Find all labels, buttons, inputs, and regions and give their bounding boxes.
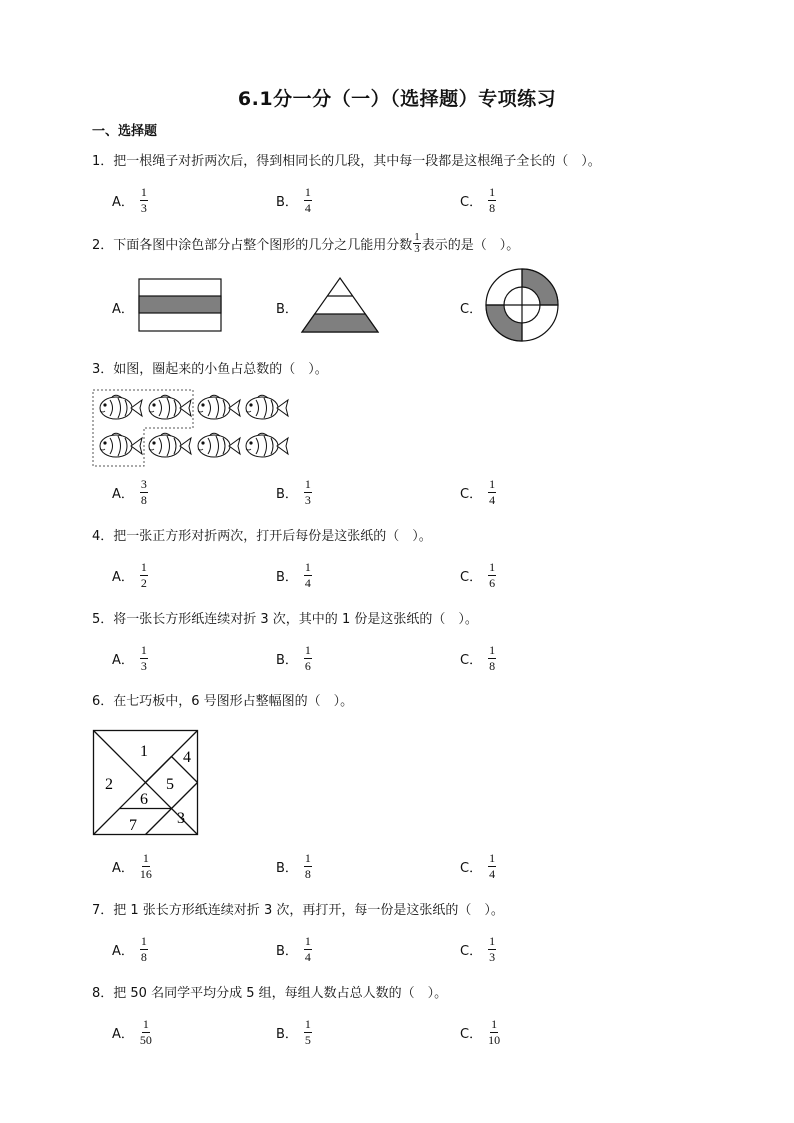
question-2-stem: 2．下面各图中涂色部分占整个图形的几分之几能用分数 $\frac{1}{3}$ 表示的是（ ）。	[92, 231, 520, 255]
fraction: $\frac{1}{4}$	[304, 934, 311, 964]
option-label: C．	[460, 195, 483, 210]
page-title: 6.1分一分（一）（选择题）专项练习	[237, 88, 557, 110]
option-label: A．	[112, 1027, 134, 1042]
option-label: A．	[112, 487, 134, 502]
fraction: $\frac{1}{4}$	[489, 477, 496, 507]
option-label: B．	[276, 1027, 298, 1042]
option-label: C．	[460, 302, 483, 317]
option-label: C．	[460, 1027, 483, 1042]
q1-option-a[interactable]	[112, 186, 148, 215]
tangram-label-6: 6	[140, 791, 148, 808]
q5-option-a[interactable]	[112, 644, 148, 673]
fraction: $\frac{1}{8}$	[489, 643, 496, 673]
option-label: B．	[276, 944, 298, 959]
option-label: B．	[276, 195, 298, 210]
fish-group-figure	[92, 388, 297, 468]
fraction: $\frac{1}{16}$	[139, 851, 152, 881]
q3-option-b[interactable]	[276, 478, 312, 507]
question-6-stem: 6．在七巧板中，6 号图形占整幅图的（ ）。	[92, 694, 354, 709]
q1-option-b[interactable]	[276, 186, 312, 215]
fish-icon	[198, 433, 240, 457]
q2-option-a[interactable]	[112, 298, 134, 317]
fraction: $\frac{1}{2}$	[140, 560, 147, 590]
q2-option-c[interactable]	[460, 298, 482, 317]
striped-rectangle-figure	[138, 278, 222, 332]
fraction: $\frac{1}{3}$	[489, 934, 496, 964]
question-4-stem: 4．把一张正方形对折两次，打开后每份是这张纸的（ ）。	[92, 529, 432, 544]
tangram-label-1: 1	[140, 743, 148, 760]
fish-icon	[198, 395, 240, 419]
q4-option-a[interactable]	[112, 561, 148, 590]
q3-option-c[interactable]	[460, 478, 496, 507]
option-label: C．	[460, 944, 483, 959]
question-1-stem: 1．把一根绳子对折两次后，得到相同长的几段，其中每一段都是这根绳子全长的（ ）。	[92, 154, 601, 169]
option-label: B．	[276, 487, 298, 502]
fraction: $\frac{1}{8}$	[489, 185, 496, 215]
option-label: A．	[112, 302, 134, 317]
q2-option-b[interactable]	[276, 298, 298, 317]
q8-option-c[interactable]	[460, 1018, 500, 1047]
q5-option-b[interactable]	[276, 644, 312, 673]
q5-option-c[interactable]	[460, 644, 496, 673]
fraction: $\frac{1}{4}$	[489, 851, 496, 881]
option-label: A．	[112, 195, 134, 210]
fish-icon	[149, 395, 191, 419]
fraction: $\frac{1}{5}$	[304, 1017, 311, 1047]
fraction: $\frac{1}{10}$	[488, 1017, 501, 1047]
fish-icon	[149, 433, 191, 457]
fraction: $\frac{1}{50}$	[139, 1017, 152, 1047]
fraction: $\frac{1}{4}$	[304, 185, 311, 215]
q4-option-c[interactable]	[460, 561, 496, 590]
fraction: $\frac{1}{6}$	[489, 560, 496, 590]
option-label: A．	[112, 653, 134, 668]
option-label: A．	[112, 861, 134, 876]
option-label: C．	[460, 861, 483, 876]
q7-option-c[interactable]	[460, 935, 496, 964]
fish-icon	[246, 433, 288, 457]
option-label: B．	[276, 302, 298, 317]
tangram-label-7: 7	[129, 817, 137, 834]
tangram-label-4: 4	[183, 749, 191, 766]
tangram-label-2: 2	[105, 776, 113, 793]
tangram-label-5: 5	[166, 776, 174, 793]
q3-option-a[interactable]	[112, 478, 148, 507]
option-label: C．	[460, 487, 483, 502]
q4-option-b[interactable]	[276, 561, 312, 590]
fish-icon	[246, 395, 288, 419]
tangram-figure	[92, 729, 200, 836]
question-8-stem: 8．把 50 名同学平均分成 5 组，每组人数占总人数的（ ）。	[92, 986, 448, 1001]
q6-option-b[interactable]	[276, 852, 312, 881]
fraction: $\frac{1}{3}$	[140, 643, 147, 673]
fish-icon	[100, 433, 142, 457]
tangram-label-3: 3	[177, 810, 185, 827]
fraction: $\frac{1}{8}$	[304, 851, 311, 881]
option-label: B．	[276, 653, 298, 668]
option-label: C．	[460, 570, 483, 585]
fraction: $\frac{1}{4}$	[304, 560, 311, 590]
q7-option-a[interactable]	[112, 935, 148, 964]
fraction: $\frac{1}{3}$	[140, 185, 147, 215]
option-label: B．	[276, 570, 298, 585]
fraction: $\frac{1}{8}$	[140, 934, 147, 964]
ring-figure	[484, 267, 560, 343]
triangle-figure	[300, 276, 380, 334]
q8-option-a[interactable]	[112, 1018, 152, 1047]
q7-option-b[interactable]	[276, 935, 312, 964]
option-label: B．	[276, 861, 298, 876]
question-7-stem: 7．把 1 张长方形纸连续对折 3 次，再打开，每一份是这张纸的（ ）。	[92, 903, 504, 918]
q6-option-c[interactable]	[460, 852, 496, 881]
q8-option-b[interactable]	[276, 1018, 312, 1047]
fish-icon	[100, 395, 142, 419]
fraction: $\frac{1}{6}$	[304, 643, 311, 673]
fraction: $\frac{1}{3}$	[304, 477, 311, 507]
option-label: A．	[112, 570, 134, 585]
option-label: C．	[460, 653, 483, 668]
stem-fraction: $\frac{1}{3}$	[414, 231, 420, 255]
question-3-stem: 3．如图，圈起来的小鱼占总数的（ ）。	[92, 362, 328, 377]
q1-option-c[interactable]	[460, 186, 496, 215]
section-heading: 一、选择题	[92, 124, 158, 139]
option-label: A．	[112, 944, 134, 959]
fraction: $\frac{3}{8}$	[140, 477, 147, 507]
q6-option-a[interactable]	[112, 852, 152, 881]
question-5-stem: 5．将一张长方形纸连续对折 3 次，其中的 1 份是这张纸的（ ）。	[92, 612, 478, 627]
